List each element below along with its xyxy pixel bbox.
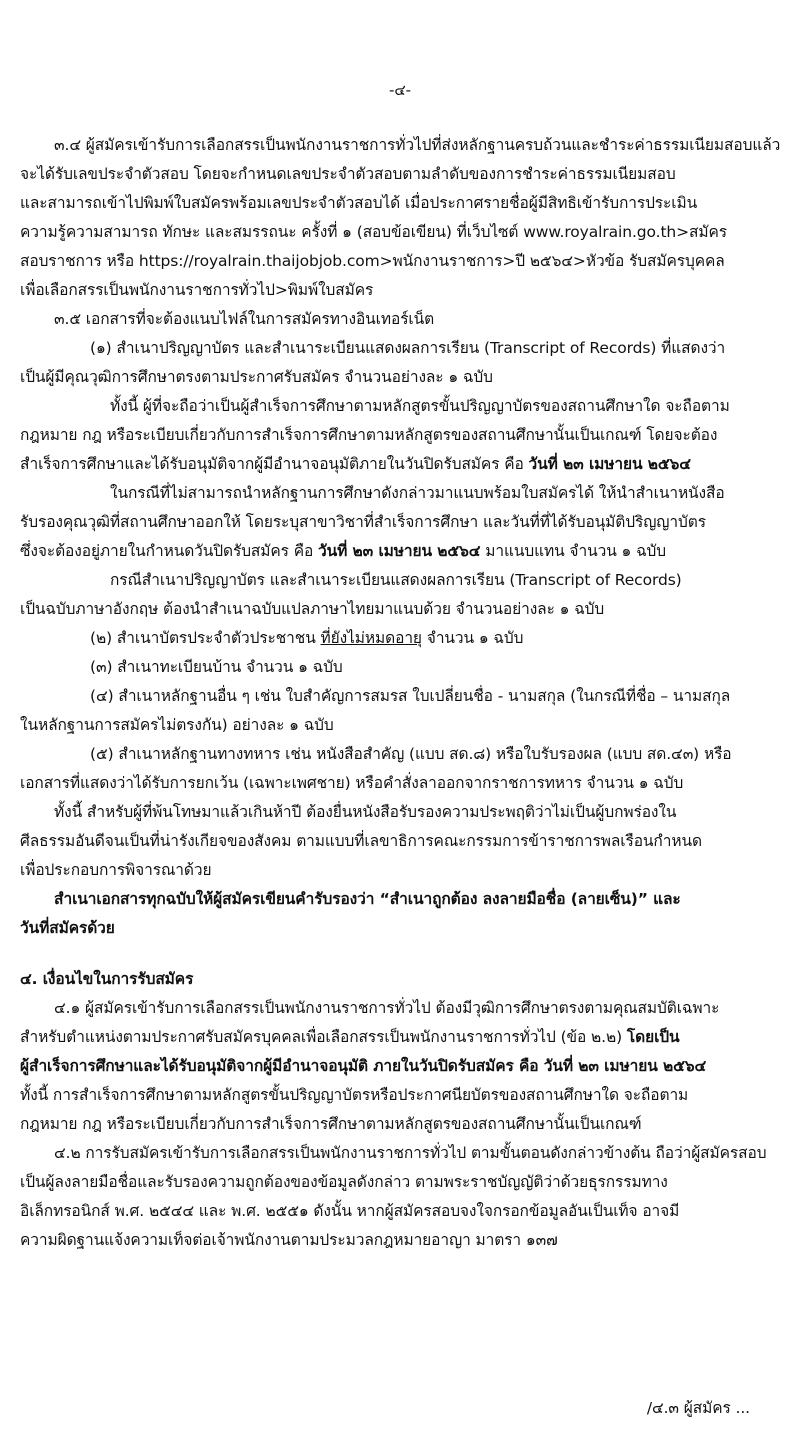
text-run: (๕) สำเนาหลักฐานทางทหาร เช่น หนังสือสำคัญ (แบบ สด.๘) หรือใบรับรองผล (แบบ สด.๔๓) หรือ [90,745,732,763]
text-run: ความรู้ความสามารถ ทักษะ และสมรรถนะ ครั้งที่ ๑ (สอบข้อเขียน) ที่เว็บไซต์ www.royalrain.go.th>สมัคร [20,223,728,241]
text-run: ในหลักฐานการสมัครไม่ตรงกัน) อย่างละ ๑ ฉบับ [20,716,334,734]
text-run: สำหรับตำแหน่งตามประกาศรับสมัครบุคคลเพื่อเลือกสรรเป็นพนักงานราชการทั่วไป (ข้อ ๒.๒) [20,1028,627,1046]
text-line [20,1110,642,1138]
text-line [20,189,697,217]
text-run: และสามารถเข้าไปพิมพ์ใบสมัครพร้อมเลขประจำตัวสอบได้ เมื่อประกาศรายชื่อผู้มีสิทธิเข้ารับการประเมิน [20,194,698,212]
text-run: ผู้สำเร็จการศึกษาและได้รับอนุมัติจากผู้มีอำนาจอนุมัติ ภายในวันปิดรับสมัคร คือ วันที่ ๒๓ เมษายน ๒๕๖๔ [20,1057,707,1075]
text-run: ทั้งนี้ ผู้ที่จะถือว่าเป็นผู้สำเร็จการศึกษาตามหลักสูตรขั้นปริญญาบัตรของสถานศึกษาใด จะถือตาม [110,397,730,415]
text-line [54,994,719,1022]
text-run: ทั้งนี้ สำหรับผู้ที่พ้นโทษมาแล้วเกินห้าปี ต้องยื่นหนังสือรับรองความประพฤติว่าไม่เป็นผู้บกพร่องใน [54,803,677,821]
text-run: กรณีสำเนาปริญญาบัตร และสำเนาระเบียนแสดงผลการเรียน (Transcript of Records) [110,571,682,589]
text-line [54,305,434,333]
text-line [54,798,676,826]
text-run: วันที่ ๒๓ เมษายน ๒๕๖๔ [318,542,481,560]
text-line [90,624,523,652]
text-run: สอบราชการ หรือ https://royalrain.thaijobjob.com>พนักงานราชการ>ปี ๒๕๖๔>หัวข้อ รับสมัครบุคคล [20,252,725,270]
text-line [90,334,725,362]
text-line [20,160,676,188]
text-line [20,595,604,623]
text-run: มาแนบแทน จำนวน ๑ ฉบับ [480,542,667,560]
text-line [54,1139,766,1167]
text-line [110,566,682,594]
text-run: อิเล็กทรอนิกส์ พ.ศ. ๒๕๔๔ และ พ.ศ. ๒๕๕๑ ดังนั้น หากผู้สมัครสอบจงใจกรอกข้อมูลอันเป็นเท็จ อาจมี [20,1202,680,1220]
text-line [20,1197,679,1225]
text-line [20,965,193,993]
text-line [90,682,730,710]
text-line [54,131,780,159]
text-run: (๑) สำเนาปริญญาบัตร และสำเนาระเบียนแสดงผลการเรียน (Transcript of Records) ที่แสดงว่า [90,339,726,357]
text-run: ๔.๑ ผู้สมัครเข้ารับการเลือกสรรเป็นพนักงานราชการทั่วไป ต้องมีวุฒิการศึกษาตรงตามคุณสมบัติเฉพาะ [54,999,720,1017]
text-run: สำเนาเอกสารทุกฉบับให้ผู้สมัครเขียนคำรับรองว่า “สำเนาถูกต้อง ลงลายมือชื่อ (ลายเซ็น)” และ [54,890,681,908]
text-run: ๔.๒ การรับสมัครเข้ารับการเลือกสรรเป็นพนักงานราชการทั่วไป ตามขั้นตอนดังกล่าวข้างต้น ถือว่าผู้สมัครสอบ [54,1144,767,1162]
text-line [20,537,666,565]
text-line [54,885,681,913]
text-line [20,1023,680,1051]
text-line [20,827,702,855]
text-run: เป็นผู้มีคุณวุฒิการศึกษาตรงตามประกาศรับสมัคร จำนวนอย่างละ ๑ ฉบับ [20,368,493,386]
text-line [20,276,373,304]
text-line [20,769,683,797]
text-run: ทั้งนี้ การสำเร็จการศึกษาตามหลักสูตรขั้นปริญญาบัตรหรือประกาศนียบัตรของสถานศึกษาใด จะถือตาม [20,1086,689,1104]
text-run: เอกสารที่แสดงว่าได้รับการยกเว้น (เฉพาะเพศชาย) หรือคำสั่งลาออกจากราชการทหาร จำนวน ๑ ฉบับ [20,774,684,792]
text-run: ซึ่งจะต้องอยู่ภายในกำหนดวันปิดรับสมัคร คือ [20,542,319,560]
text-run: โดยเป็น [626,1028,680,1046]
text-run: วันที่สมัครด้วย [20,919,115,937]
text-run: เป็นฉบับภาษาอังกฤษ ต้องนำสำเนาฉบับแปลภาษาไทยมาแนบด้วย จำนวนอย่างละ ๑ ฉบับ [20,600,605,618]
text-run: ๓.๔ ผู้สมัครเข้ารับการเลือกสรรเป็นพนักงานราชการทั่วไปที่ส่งหลักฐานครบถ้วนและชำระค่าธรรมเนียมสอบแล้ว [54,136,781,154]
text-line [90,653,343,681]
text-run: ศีลธรรมอันดีจนเป็นที่น่ารังเกียจของสังคม ตามแบบที่เลขาธิการคณะกรรมการข้าราชการพลเรือนกำหนด [20,832,702,850]
continuation-footer: /๔.๓ ผู้สมัคร ... [646,1399,750,1417]
text-line [20,914,115,942]
text-run: จะได้รับเลขประจำตัวสอบ โดยจะกำหนดเลขประจำตัวสอบตามลำดับของการชำระค่าธรรมเนียมสอบ [20,165,676,183]
text-run: เพื่อประกอบการพิจารณาด้วย [20,861,212,879]
text-run: (๒) สำเนาบัตรประจำตัวประชาชน [90,629,321,647]
text-line [20,508,706,536]
text-run: เป็นผู้ลงลายมือชื่อและรับรองความถูกต้องของข้อมูลดังกล่าว ตามพระราชบัญญัติว่าด้วยธุรกรรมทาง [20,1173,668,1191]
text-run: ๔. เงื่อนไขในการรับสมัคร [20,970,194,988]
text-line [20,856,211,884]
text-line [20,218,727,246]
text-run: กฎหมาย กฎ หรือระเบียบเกี่ยวกับการสำเร็จการศึกษาตามหลักสูตรของสถานศึกษานั้นเป็นเกณฑ์ โดยจะต้อง [20,426,718,444]
text-line [20,1168,668,1196]
text-run: วันที่ ๒๓ เมษายน ๒๕๖๔ [528,455,691,473]
text-line [20,247,725,275]
text-run: เพื่อเลือกสรรเป็นพนักงานราชการทั่วไป>พิมพ์ใบสมัคร [20,281,374,299]
text-run: ความผิดฐานแจ้งความเท็จต่อเจ้าพนักงานตามประมวลกฎหมายอาญา มาตรา ๑๓๗ [20,1231,558,1249]
text-run: ในกรณีที่ไม่สามารถนำหลักฐานการศึกษาดังกล่าวมาแนบพร้อมใบสมัครได้ ให้นำสำเนาหนังสือ [110,484,725,502]
text-line [20,1052,706,1080]
text-run: (๓) สำเนาทะเบียนบ้าน จำนวน ๑ ฉบับ [90,658,343,676]
text-run: สำเร็จการศึกษาและได้รับอนุมัติจากผู้มีอำนาจอนุมัติภายในวันปิดรับสมัคร คือ [20,455,529,473]
text-line [20,421,717,449]
text-line [20,1081,688,1109]
text-line [90,740,732,768]
text-line [20,450,691,478]
page-number: -๔- [389,81,411,99]
text-run: ที่ยังไม่หมดอายุ [320,629,422,647]
text-run: กฎหมาย กฎ หรือระเบียบเกี่ยวกับการสำเร็จการศึกษาตามหลักสูตรของสถานศึกษานั้นเป็นเกณฑ์ [20,1115,642,1133]
text-run: รับรองคุณวุฒิที่สถานศึกษาออกให้ โดยระบุสาขาวิชาที่สำเร็จการศึกษา และวันที่ที่ได้รับอนุมัติปริญญาบัตร [20,513,706,531]
text-line [110,479,725,507]
text-run: ๓.๕ เอกสารที่จะต้องแนบไฟล์ในการสมัครทางอินเทอร์เน็ต [54,310,435,328]
text-run: (๔) สำเนาหลักฐานอื่น ๆ เช่น ใบสำคัญการสมรส ใบเปลี่ยนชื่อ - นามสกุล (ในกรณีที่ชื่อ – นามสกุล [90,687,731,705]
text-line [20,363,493,391]
text-run: จำนวน ๑ ฉบับ [421,629,524,647]
text-line [20,711,334,739]
text-line [20,1226,558,1254]
text-line [110,392,730,420]
